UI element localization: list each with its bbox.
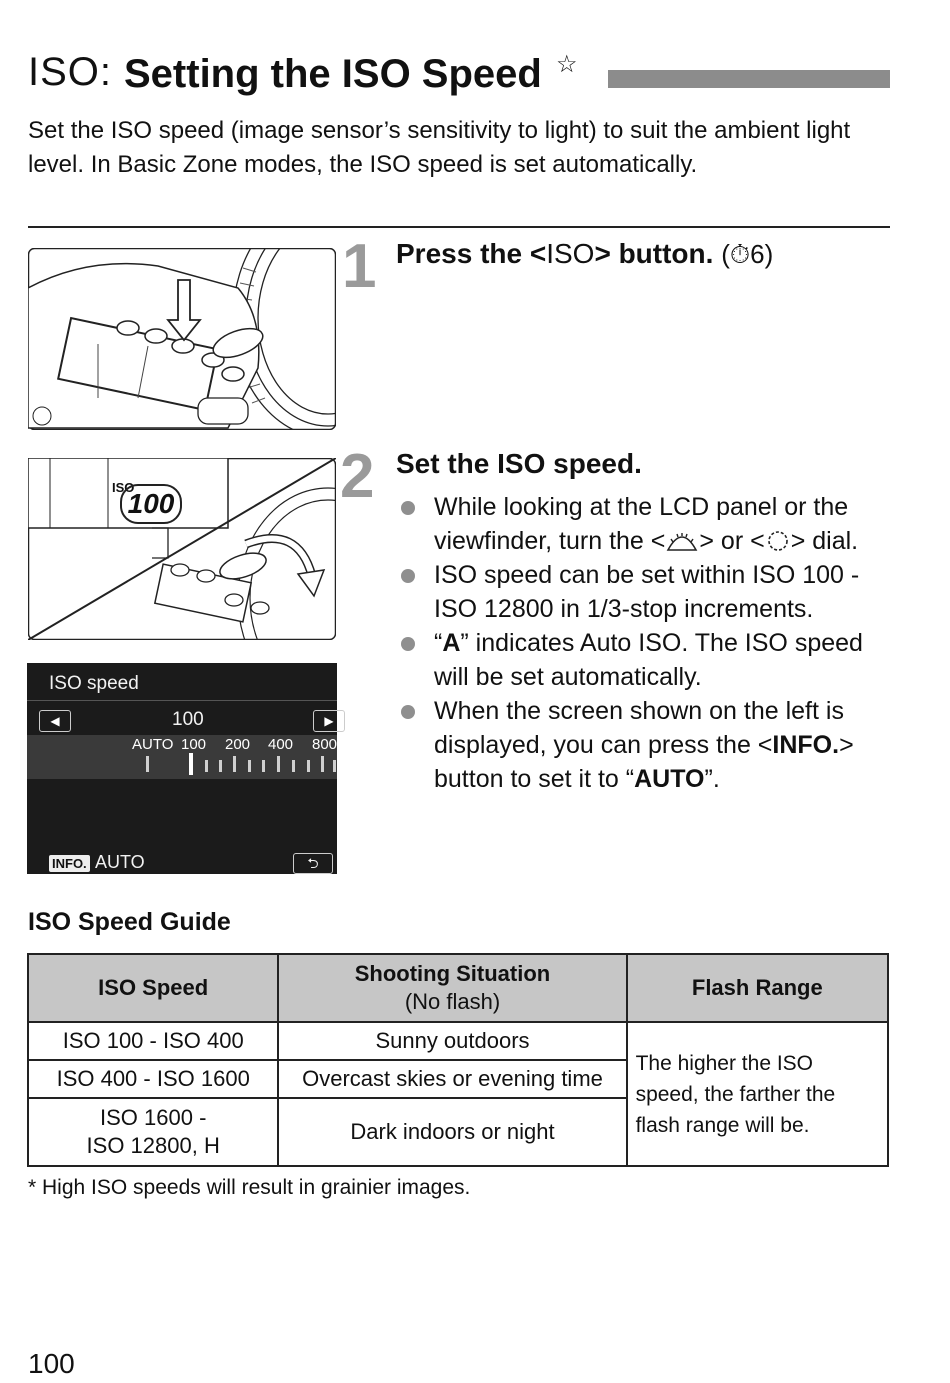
page-title [28, 48, 890, 104]
camera-iso-button-drawing [28, 248, 336, 430]
lcd-panel-dial-illustration [28, 458, 336, 640]
cell-flash-range: The higher the ISO speed, the farther the flash range will be. [627, 1022, 888, 1166]
scale-tick [205, 760, 208, 772]
bullet-icon [401, 637, 415, 651]
cell-iso: ISO 1600 - ISO 12800, H [28, 1098, 278, 1166]
scale-tick [277, 756, 280, 772]
scale-label: 800 [312, 736, 338, 753]
list-item: “A” indicates Auto ISO. The ISO speed will be set automatically. [398, 626, 898, 694]
iso-symbol-icon: ISO: [28, 50, 113, 94]
header-shooting-situation: Shooting Situation (No flash) [278, 954, 626, 1022]
scale-label: 400 [268, 736, 294, 753]
bullet-icon [401, 501, 415, 515]
list-item: When the screen shown on the left is displayed, you can press the <INFO.> button to set it to “AUTO”. [398, 694, 898, 796]
scale-tick [307, 760, 310, 772]
left-arrow-icon: ◀ [39, 710, 71, 732]
camera-top-illustration [28, 248, 336, 430]
list-item: While looking at the LCD panel or the viewfinder, turn the < > or < > dial. [398, 490, 898, 558]
scale-label: AUTO [132, 736, 174, 753]
step-2-number: 2 [340, 442, 375, 511]
divider [28, 226, 890, 228]
bullet-icon [401, 705, 415, 719]
guide-title: ISO Speed Guide [28, 908, 231, 936]
scale-label: 200 [225, 736, 251, 753]
list-item: ISO speed can be set within ISO 100 - ISO 12800 in 1/3-stop increments. [398, 558, 898, 626]
iso-button-icon: ISO [546, 238, 595, 269]
page-number: 100 [28, 1348, 75, 1379]
info-button-icon: INFO. [49, 855, 90, 872]
scale-tick [146, 756, 149, 772]
scale-tick [233, 756, 236, 772]
info-button-icon: INFO. [772, 731, 840, 759]
header-iso-speed: ISO Speed [28, 954, 278, 1022]
quick-control-dial-icon [765, 528, 791, 552]
right-arrow-icon: ▶ [313, 710, 345, 732]
scale-tick [262, 760, 265, 772]
bullet-icon [401, 569, 415, 583]
page-reference: (⏱6) [721, 239, 774, 269]
iso-speed-screen [27, 663, 337, 874]
panel-iso-value: 100 [120, 484, 182, 524]
star-icon: ☆ [556, 51, 578, 78]
panel-iso-label: ISO [112, 480, 135, 495]
step-1-number: 1 [342, 232, 377, 301]
step-1-heading: Press the <ISO> button. (⏱6) [396, 238, 774, 269]
iso-speed-guide-table [27, 953, 889, 1167]
cell-iso: ISO 400 - ISO 1600 [28, 1060, 278, 1098]
scale-tick-selected [189, 753, 193, 775]
cell-situation: Overcast skies or evening time [278, 1060, 626, 1098]
screen-title: ISO speed [49, 673, 139, 694]
scale-tick [333, 760, 336, 772]
scale-label: 100 [181, 736, 207, 753]
table-row [28, 1022, 888, 1060]
title-text: Setting the ISO Speed [124, 52, 542, 96]
iso-current-value: 100 [172, 709, 204, 730]
lcd-panel-drawing [28, 458, 336, 640]
step-2-heading: Set the ISO speed. [396, 448, 642, 479]
footnote: * High ISO speeds will result in grainier images. [28, 1176, 471, 1199]
scale-tick [219, 760, 222, 772]
cell-iso: ISO 100 - ISO 400 [28, 1022, 278, 1060]
step-2-bullets [398, 490, 898, 796]
cell-situation: Sunny outdoors [278, 1022, 626, 1060]
title-bar [608, 70, 890, 88]
cell-situation: Dark indoors or night [278, 1098, 626, 1166]
back-icon: ⮌ [293, 853, 333, 874]
scale-tick [321, 756, 324, 772]
scale-tick [248, 760, 251, 772]
scale-tick [292, 760, 295, 772]
intro-paragraph: Set the ISO speed (image sensor’s sensitivity to light) to suit the ambient light level. In Basic Zone modes, the ISO speed is set automatically. [28, 117, 851, 178]
main-dial-icon [665, 527, 699, 549]
table-header-row [28, 954, 888, 1022]
auto-label: AUTO [95, 852, 145, 872]
header-flash-range: Flash Range [627, 954, 888, 1022]
screen-divider [27, 700, 337, 701]
